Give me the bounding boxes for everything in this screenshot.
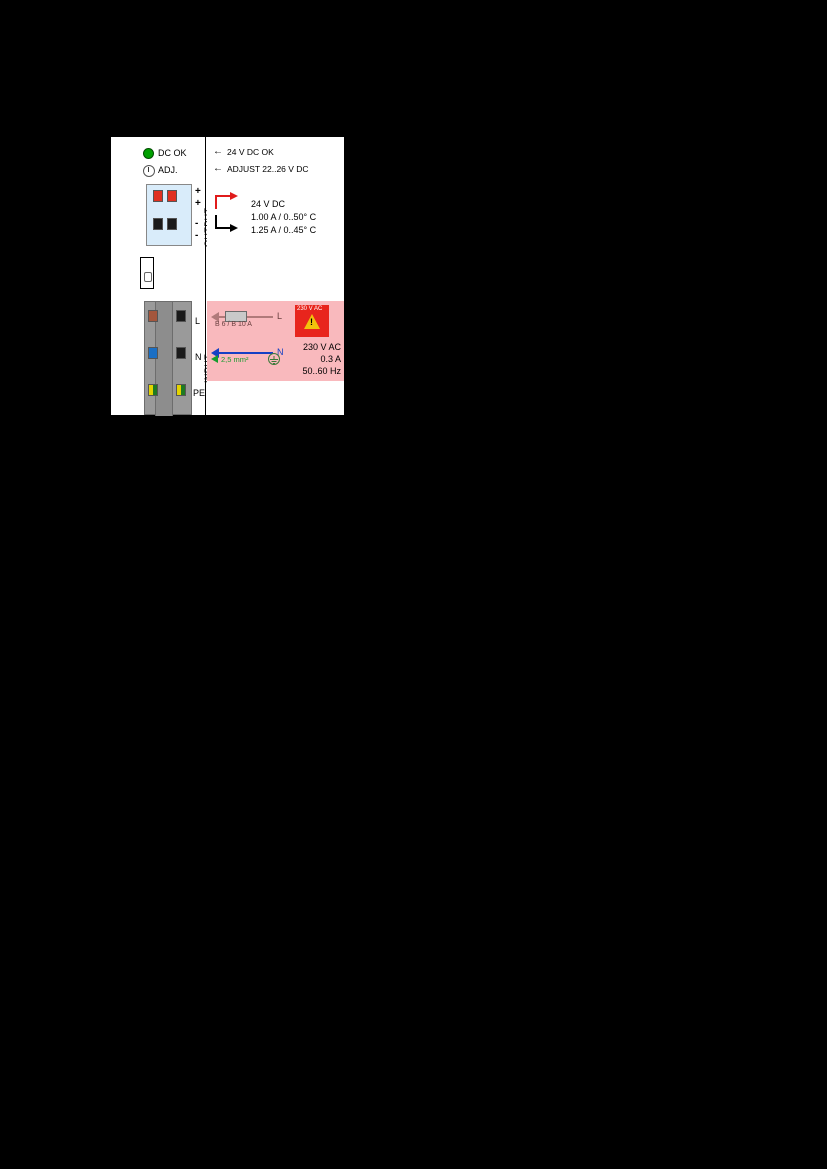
- input-terminal-block: [144, 301, 192, 415]
- input-supply-panel: [207, 301, 344, 381]
- annotation-output-voltage: 24 V DC: [251, 199, 286, 209]
- annotation-input-current: 0.3 A: [320, 354, 341, 364]
- annotation-adjust: ADJUST 22..26 V DC: [227, 164, 309, 174]
- annotation-dc-ok: 24 V DC OK: [227, 147, 274, 157]
- annotation-line-pin: L: [277, 311, 283, 321]
- pe-arrow-icon: [211, 355, 218, 363]
- input-pin-label-pe: PE: [193, 388, 206, 398]
- arrow-dc-ok-icon: ←: [213, 146, 223, 157]
- input-terminal-pe-2: [176, 384, 186, 396]
- output-positive-arrow-icon: [215, 195, 241, 209]
- arrow-adjust-icon: ←: [213, 163, 223, 174]
- device-illustration: [111, 137, 206, 415]
- annotation-fuse-rating: B 6 / B 10 A: [215, 321, 252, 328]
- output-terminal-minus-2: [167, 218, 177, 230]
- annotation-output-current-1: 1.00 A / 0..50° C: [251, 212, 317, 222]
- annotation-input-frequency: 50..60 Hz: [302, 366, 341, 376]
- device-body: [125, 137, 205, 415]
- output-terminal-plus-2: [167, 190, 177, 202]
- output-negative-arrow-icon: [215, 215, 241, 229]
- output-sign-plus-1: +: [195, 186, 201, 197]
- input-pin-label-l: L: [195, 316, 201, 326]
- output-sign-minus-2: -: [195, 230, 199, 241]
- warning-box-label: 230 V AC: [297, 306, 323, 312]
- annotation-column: [207, 137, 344, 415]
- annotation-pe-wire: 2,5 mm²: [221, 355, 249, 364]
- wiring-diagram: [110, 136, 345, 416]
- input-terminal-l: [148, 310, 158, 322]
- high-voltage-warning-box: [295, 305, 329, 337]
- annotation-input-voltage: 230 V AC: [302, 342, 341, 352]
- output-sign-minus-1: -: [195, 218, 199, 229]
- input-pin-label-n: N: [195, 352, 202, 362]
- earth-ground-icon: [268, 353, 280, 365]
- output-terminal-minus-1: [153, 218, 163, 230]
- annotation-neutral-pin: N: [277, 347, 284, 357]
- input-terminal-pe: [148, 384, 158, 396]
- din-clip-part: [140, 257, 154, 289]
- output-terminal-block: [146, 184, 192, 246]
- indicator-adjust-label: ADJ.: [158, 165, 178, 176]
- input-terminal-n-2: [176, 347, 186, 359]
- output-sign-plus-2: +: [195, 198, 201, 209]
- input-terminal-n: [148, 347, 158, 359]
- pe-wire-row: [211, 353, 291, 367]
- warning-triangle-icon: [304, 314, 320, 329]
- adjust-knob-icon: [143, 165, 155, 177]
- input-terminal-l-2: [176, 310, 186, 322]
- annotation-output-current-2: 1.25 A / 0..45° C: [251, 225, 317, 235]
- green-led-icon: [143, 148, 154, 159]
- output-terminal-plus-1: [153, 190, 163, 202]
- indicator-dc-ok-label: DC OK: [158, 148, 187, 159]
